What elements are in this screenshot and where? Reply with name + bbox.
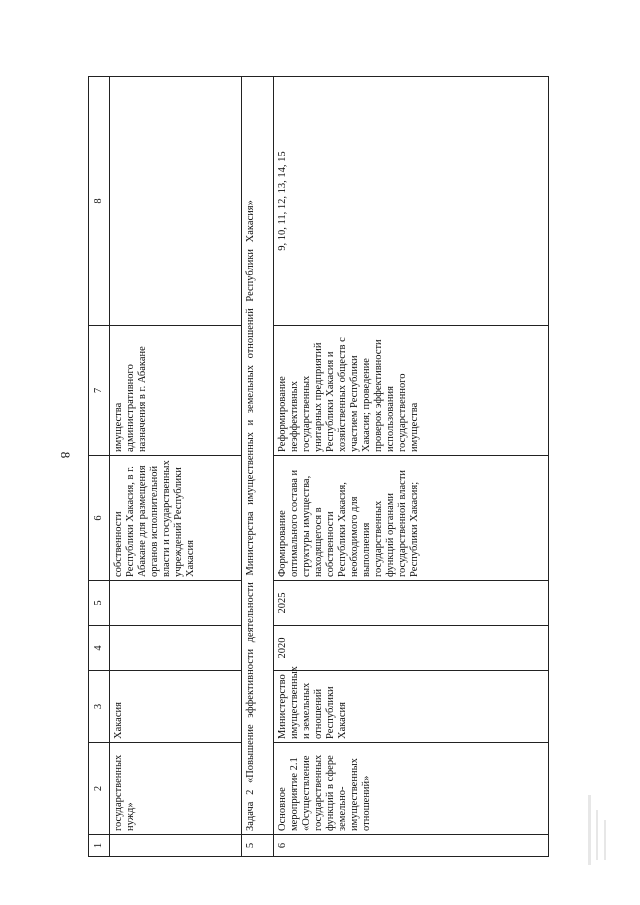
header-row <box>89 77 110 857</box>
page-number: 8 <box>58 451 73 459</box>
cell-number: 5 <box>242 835 274 857</box>
cell-indicators: 9, 10, 11, 12, 13, 14, 15 <box>274 77 549 326</box>
scan-artifact <box>588 795 591 865</box>
header-cell: 2 <box>89 743 110 835</box>
cell-main-directions: имущества административного назначения в г. Абакане <box>110 326 242 456</box>
cell-end-year <box>110 581 242 626</box>
header-cell: 7 <box>89 326 110 456</box>
scan-artifact <box>604 820 606 860</box>
program-measures-table <box>88 76 549 857</box>
table-row <box>274 77 549 857</box>
cell-number: 6 <box>274 835 549 857</box>
cell-number <box>110 835 242 857</box>
cell-start-year: 2020 <box>274 626 549 671</box>
task-title: Задача 2 «Повышение эффективности деятельности Министерства имущественных и земельных отношений Республики Хакасия» <box>242 77 274 835</box>
header-cell: 3 <box>89 671 110 743</box>
cell-executor: Хакасия <box>110 671 242 743</box>
rotated-table-container <box>88 77 558 857</box>
header-cell: 1 <box>89 835 110 857</box>
header-cell: 6 <box>89 456 110 581</box>
cell-executor: Министерство имущественных и земельных отношений Республики Хакасия <box>274 671 549 743</box>
cell-main-directions: Реформирование неэффективных государственных унитарных предприятий Республики Хакасия и хозяйственных обществ с участием Республики Хакасия; проведение проверок эффективности использования государственного имущества <box>274 326 549 456</box>
cell-expected-result: Формирование оптимального состава и структуры имущества, находящегося в собственности Республики Хакасия, необходимого для выполнения государственных функций органами государственной власти Республики Хакасия; <box>274 456 549 581</box>
table-row <box>110 77 242 857</box>
cell-expected-result: собственности Республики Хакасия, в г. Абакане для размещения органов исполнительной власти и государственных учреждений Республики Хакасия <box>110 456 242 581</box>
scan-artifact <box>596 810 598 860</box>
header-cell: 8 <box>89 77 110 326</box>
header-cell: 5 <box>89 581 110 626</box>
cell-measure-name: государственных нужд» <box>110 743 242 835</box>
cell-start-year <box>110 626 242 671</box>
cell-end-year: 2025 <box>274 581 549 626</box>
header-cell: 4 <box>89 626 110 671</box>
cell-indicators <box>110 77 242 326</box>
cell-measure-name: Основное мероприятие 2.1 «Осуществление государственных функций в сфере земельно-имущественных отношений» <box>274 743 549 835</box>
task-row <box>242 77 274 857</box>
